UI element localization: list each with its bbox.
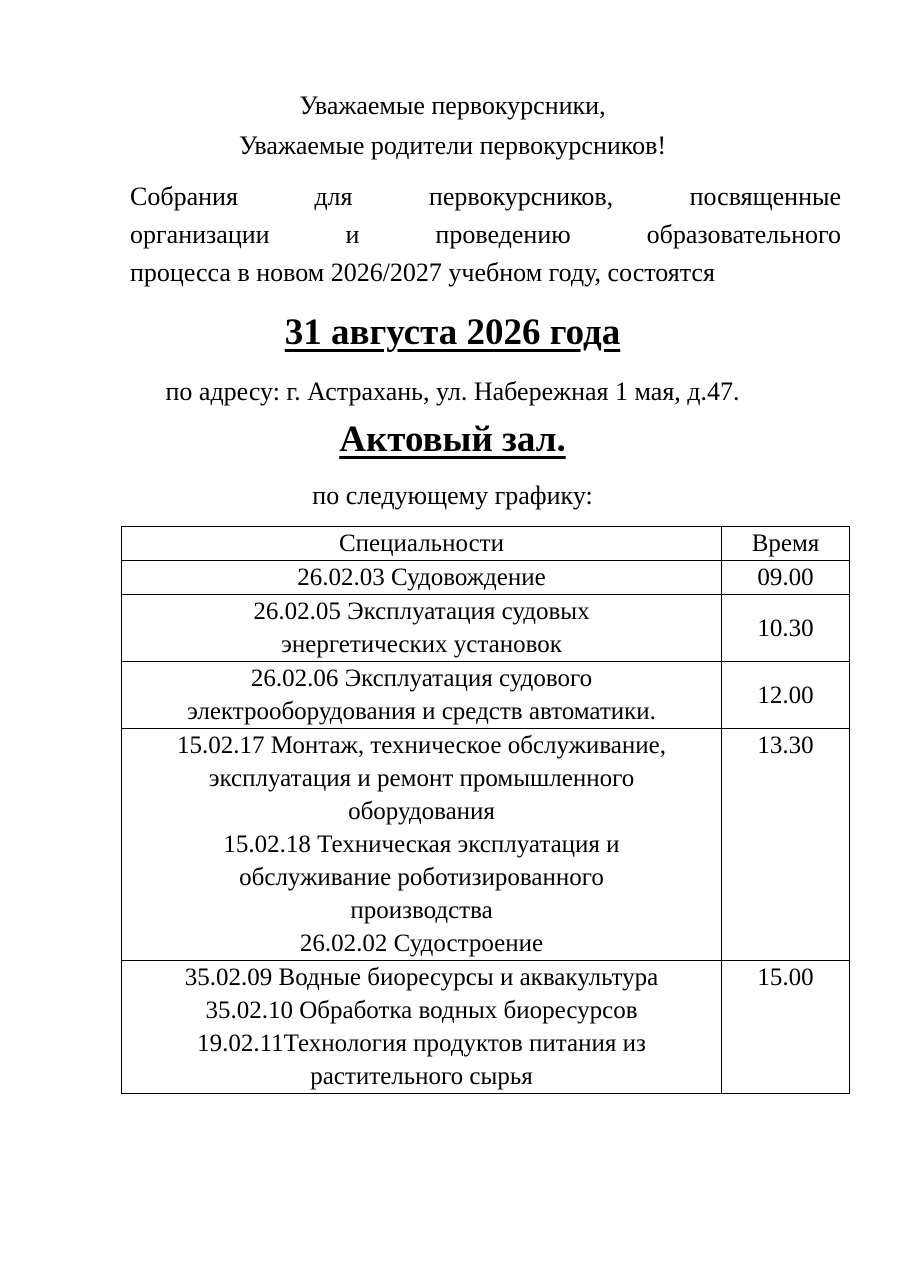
specialty-cell bbox=[122, 595, 722, 662]
specialty-line: 15.02.18 Техническая эксплуатация и bbox=[223, 831, 620, 858]
specialty-line: производства bbox=[350, 897, 493, 924]
intro-line: процесса в новом 2026/2027 учебном году, состоятся bbox=[130, 258, 715, 287]
specialty-cell bbox=[122, 729, 722, 961]
time-cell: 13.30 bbox=[722, 729, 850, 961]
table-row bbox=[122, 961, 850, 1094]
time-cell: 09.00 bbox=[722, 561, 850, 595]
specialty-line: 26.02.02 Судостроение bbox=[299, 930, 544, 957]
table-row bbox=[122, 729, 850, 961]
specialty-line: 35.02.10 Обработка водных биоресурсов bbox=[205, 997, 638, 1024]
greeting-parents: Уважаемые родители первокурсников! bbox=[238, 131, 667, 160]
specialty-line: 15.02.17 Монтаж, техническое обслуживание, bbox=[177, 732, 666, 759]
venue-name: Актовый зал. bbox=[339, 419, 566, 460]
table-row bbox=[122, 595, 850, 662]
specialty-line: обслуживание роботизированного bbox=[239, 864, 604, 891]
specialty-line: 26.02.05 Эксплуатация судовых bbox=[253, 598, 590, 625]
table-row bbox=[122, 561, 850, 595]
address-line: по адресу: г. Астрахань, ул. Набережная 1 мая, д.47. bbox=[165, 377, 740, 406]
schedule-table bbox=[121, 526, 850, 1094]
intro-line: организации и проведению образовательного bbox=[130, 220, 841, 249]
venue-heading bbox=[0, 412, 905, 468]
specialty-line: эксплуатация и ремонт промышленного bbox=[208, 765, 635, 792]
specialty-cell bbox=[122, 662, 722, 729]
meeting-date-heading bbox=[0, 308, 905, 358]
specialty-line: 35.02.09 Водные биоресурсы и аквакультура bbox=[184, 964, 659, 991]
time-cell: 15.00 bbox=[722, 961, 850, 1094]
time-cell: 12.00 bbox=[722, 662, 850, 729]
time-cell: 10.30 bbox=[722, 595, 850, 662]
specialty-line: 26.02.06 Эксплуатация судового bbox=[250, 665, 593, 692]
intro-paragraph bbox=[130, 178, 841, 292]
specialty-line: энергетических установок bbox=[281, 631, 562, 658]
specialty-line: оборудования bbox=[348, 798, 495, 825]
header-time: Время bbox=[722, 527, 850, 561]
intro-line: Собрания для первокурсников, посвященные bbox=[130, 182, 841, 211]
meeting-date: 31 августа 2026 года bbox=[284, 312, 621, 353]
table-row bbox=[122, 662, 850, 729]
specialty-cell bbox=[122, 961, 722, 1094]
specialty-line: 26.02.03 Судовождение bbox=[297, 564, 546, 591]
specialty-line: 19.02.11Технология продуктов питания из bbox=[197, 1030, 646, 1057]
specialty-cell bbox=[122, 561, 722, 595]
greeting-students: Уважаемые первокурсники, bbox=[299, 91, 606, 120]
schedule-caption: по следующему графику: bbox=[312, 481, 593, 510]
specialty-line: растительного сырья bbox=[310, 1063, 533, 1090]
header-specialties: Специальности bbox=[122, 527, 722, 561]
specialty-line: электрооборудования и средств автоматики. bbox=[187, 698, 656, 725]
schedule-header-row bbox=[122, 527, 850, 561]
